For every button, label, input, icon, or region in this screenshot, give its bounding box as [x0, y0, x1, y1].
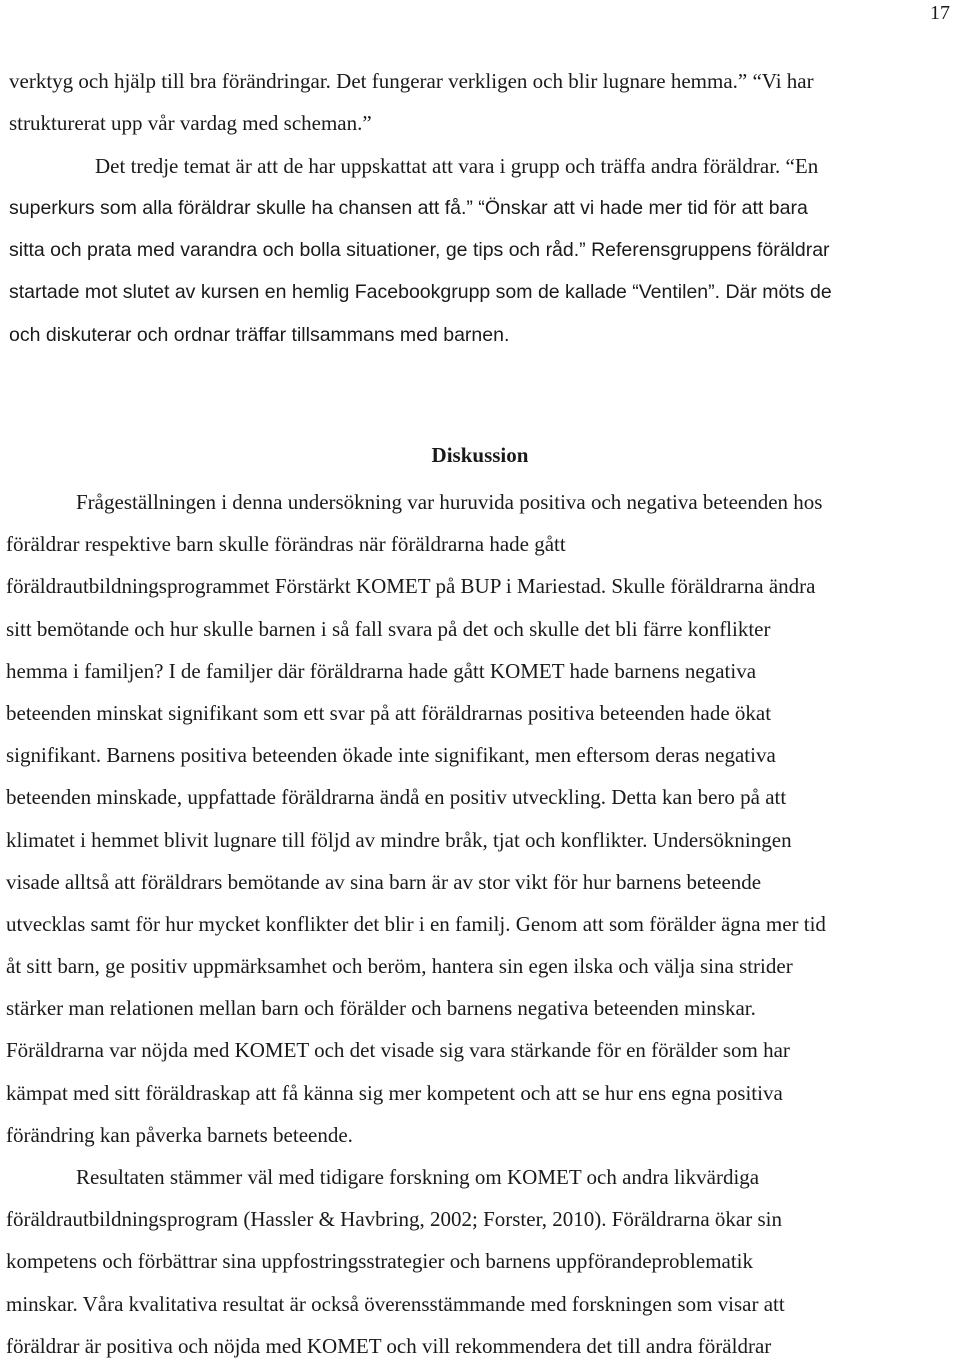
text-span: verktyg och hjälp till bra förändringar. Det fungerar verkligen och blir lugnare hemma.” “Vi har: [9, 69, 814, 93]
quote-paragraph: [9, 60, 954, 356]
text-line: föräldrar är positiva och nöjda med KOMET och vill rekommendera det till andra föräldrar: [6, 1333, 772, 1358]
text-span: startade mot slutet av kursen en hemlig Facebookgrupp som de kallade “Ventilen”. Där möts de: [9, 281, 832, 304]
text-line: [9, 187, 954, 229]
text-line: [9, 229, 954, 271]
text-line: åt sitt barn, ge positiv uppmärksamhet och beröm, hantera sin egen ilska och välja sina strider: [6, 954, 793, 979]
text-line: minskar. Våra kvalitativa resultat är också överensstämmande med forskningen som visar att: [6, 1291, 785, 1316]
text-line: Frågeställningen i denna undersökning var huruvida positiva och negativa beteenden hos: [76, 490, 823, 514]
text-line: [9, 271, 954, 313]
text-line: sitt bemötande och hur skulle barnen i så fall svara på det och skulle det bli färre konflikter: [6, 616, 771, 641]
text-line: [9, 60, 954, 102]
text-line: Resultaten stämmer väl med tidigare forskning om KOMET och andra likvärdiga: [76, 1165, 760, 1189]
text-line: hemma i familjen? I de familjer där föräldrarna hade gått KOMET hade barnens negativa: [6, 658, 757, 683]
text-line: förändring kan påverka barnets beteende.: [6, 1122, 353, 1147]
text-line: visade alltså att föräldrars bemötande av sina barn är av stor vikt för hur barnens beteende: [6, 869, 762, 894]
text-line: stärker man relationen mellan barn och förälder och barnens negativa beteenden minskar.: [6, 996, 756, 1021]
text-line: [9, 102, 954, 144]
text-line: signifikant. Barnens positiva beteenden ökade inte signifikant, men eftersom deras negativa: [6, 743, 776, 768]
text-line: [9, 314, 954, 356]
text-line: föräldrar respektive barn skulle förändras när föräldrarna hade gått: [6, 532, 566, 557]
text-span: Referensgruppens föräldrar: [591, 239, 830, 262]
text-line: beteenden minskade, uppfattade föräldrarna ändå en positiv utveckling. Detta kan bero på att: [6, 785, 787, 810]
text-span: strukturerat upp vår vardag med scheman.”: [9, 111, 372, 136]
text-line: beteenden minskat signifikant som ett svar på att föräldrarnas positiva beteenden hade ökat: [6, 700, 772, 725]
text-span: och diskuterar och ordnar träffar tillsammans med barnen.: [9, 323, 510, 346]
text-line: Föräldrarna var nöjda med KOMET och det visade sig vara stärkande för en förälder som har: [6, 1038, 790, 1063]
section-heading: Diskussion: [431, 443, 529, 467]
text-line: kompetens och förbättrar sina uppfostringsstrategier och barnens uppförandeproblematik: [6, 1249, 754, 1274]
page-number: 17: [930, 2, 950, 24]
text-line: kämpat med sitt föräldraskap att få känna sig mer kompetent och att se hur ens egna positiva: [6, 1080, 783, 1105]
text-line: föräldrautbildningsprogram (Hassler & Havbring, 2002; Forster, 2010). Föräldrarna ökar sin: [6, 1207, 782, 1232]
text-line: klimatet i hemmet blivit lugnare till följd av mindre bråk, tjat och konflikter. Undersökningen: [6, 827, 792, 852]
text-span: superkurs som alla föräldrar skulle ha chansen att få.” “: [9, 196, 485, 219]
text-span: Det tredje temat är att de har uppskattat att vara i grupp och träffa andra föräldrar. “En: [95, 153, 819, 178]
text-line: föräldrautbildningsprogrammet Förstärkt KOMET på BUP i Mariestad. Skulle föräldrarna ändra: [6, 574, 816, 599]
text-span: sitta och prata med varandra och bolla situationer, ge tips och råd.”: [9, 239, 592, 262]
discussion-body: [6, 481, 956, 1367]
text-span: Önskar att vi hade mer tid för att bara: [484, 196, 808, 219]
text-line: [9, 145, 954, 187]
text-line: utvecklas samt för hur mycket konflikter det blir i en familj. Genom att som förälder ägna mer tid: [6, 911, 826, 936]
